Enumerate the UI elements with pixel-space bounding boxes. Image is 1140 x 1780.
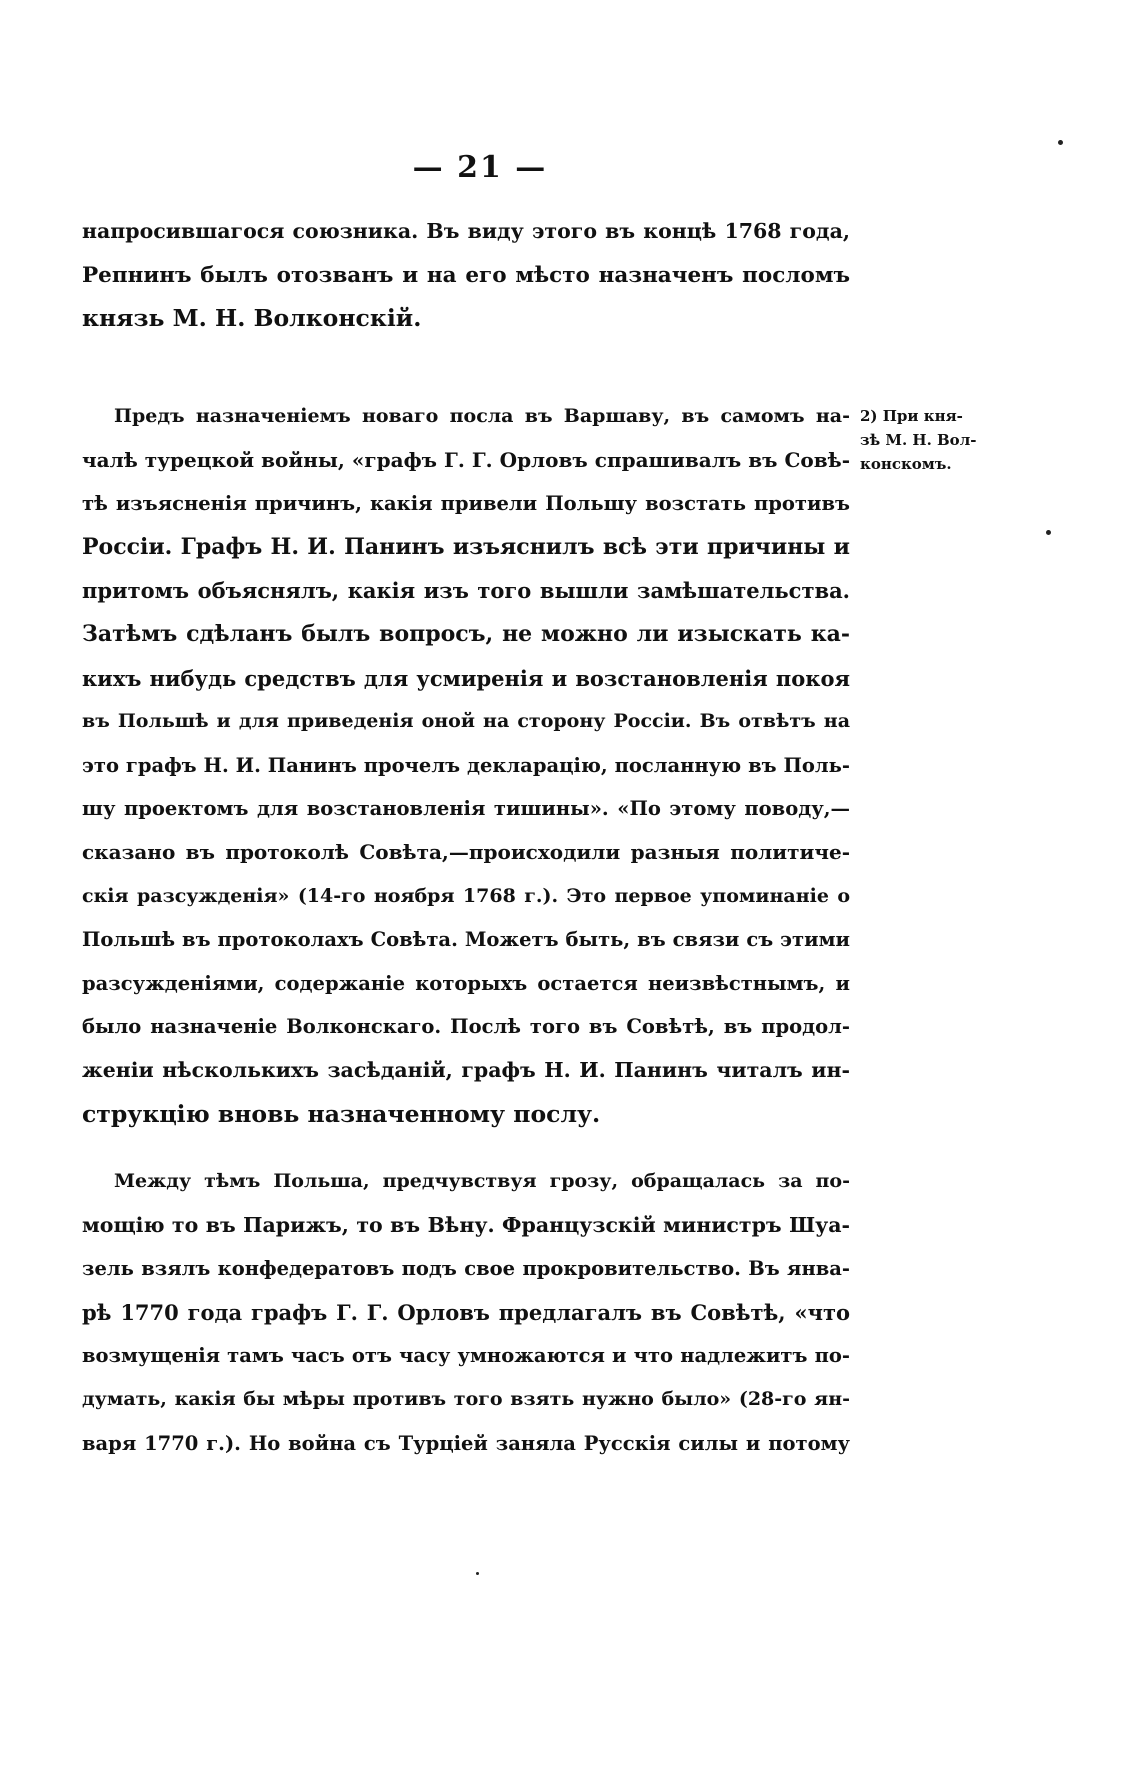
text-line: Предъ назначеніемъ новаго посла въ Варшаву, въ самомъ на-: [114, 405, 850, 427]
text-line: князь М. Н. Волконскій.: [82, 304, 422, 333]
text-line: напросившагося союзника. Въ виду этого въ концѣ 1768 года,: [82, 219, 850, 243]
text-line: рѣ 1770 года графъ Г. Г. Орловъ предлагалъ въ Совѣтѣ, «что: [82, 1299, 850, 1325]
text-line: разсужденіями, содержаніе которыхъ остается неизвѣстнымъ, и: [82, 971, 850, 995]
text-line: Затѣмъ сдѣланъ былъ вопросъ, не можно ли изыскать ка-: [82, 620, 850, 647]
text-line: струкцію вновь назначенному послу.: [82, 1099, 601, 1128]
margin-note-line: 2) При кня-: [860, 407, 963, 425]
paragraph-1: [82, 210, 850, 341]
margin-note: [860, 404, 990, 476]
text-line: это графъ Н. И. Панинъ прочелъ декларацію, посланную въ Поль-: [82, 753, 850, 777]
text-line: скія разсужденія» (14-го ноября 1768 г.). Это первое упоминаніе о: [82, 884, 850, 907]
text-line: варя 1770 г.). Но война съ Турціей заняла Русскія силы и потому: [82, 1431, 850, 1455]
text-line: женіи нѣсколькихъ засѣданій, графъ Н. И. Панинъ читалъ ин-: [82, 1057, 850, 1082]
paragraph-2: [82, 395, 850, 1136]
text-line: шу проектомъ для возстановленія тишины». «По этому поводу,—: [82, 797, 850, 821]
text-line: думать, какія бы мѣры противъ того взять нужно было» (28-го ян-: [82, 1387, 850, 1410]
text-line: Репнинъ былъ отозванъ и на его мѣсто назначенъ посломъ: [82, 262, 850, 288]
scan-speck: [1046, 530, 1051, 535]
text-line: сказано въ протоколѣ Совѣта,—происходили разныя политиче-: [82, 839, 850, 864]
margin-note-line: конскомъ.: [860, 455, 952, 473]
text-line: кихъ нибудь средствъ для усмиренія и возстановленія покоя: [82, 665, 850, 691]
page-number: — 21 —: [412, 150, 548, 185]
text-line: притомъ объяснялъ, какія изъ того вышли замѣшательства.: [82, 578, 850, 604]
text-line: въ Польшѣ и для приведенія оной на сторону Россіи. Въ отвѣтъ на: [82, 710, 850, 733]
margin-note-line: зѣ М. Н. Вол-: [860, 431, 977, 449]
text-line: Россіи. Графъ Н. И. Панинъ изъяснилъ всѣ эти причины и: [82, 533, 850, 560]
text-line: возмущенія тамъ часъ отъ часу умножаются и что надлежитъ по-: [82, 1344, 850, 1368]
scan-speck: [476, 1572, 479, 1575]
text-line: чалѣ турецкой войны, «графъ Г. Г. Орловъ спрашивалъ въ Совѣ-: [82, 447, 850, 472]
scan-speck: [1058, 140, 1063, 145]
text-line: зель взялъ конфедератовъ подъ свое прокровительство. Въ янва-: [82, 1257, 850, 1281]
paragraph-3: [82, 1160, 850, 1465]
text-line: Между тѣмъ Польша, предчувствуя грозу, обращалась за по-: [114, 1170, 850, 1192]
text-line: мощію то въ Парижъ, то въ Вѣну. Французскій министръ Шуа-: [82, 1212, 850, 1237]
text-line: было назначеніе Волконскаго. Послѣ того въ Совѣтѣ, въ продол-: [82, 1015, 850, 1039]
text-line: тѣ изъясненія причинъ, какія привели Польшу возстать противъ: [82, 492, 850, 516]
text-line: Польшѣ въ протоколахъ Совѣта. Можетъ быть, въ связи съ этими: [82, 928, 850, 952]
